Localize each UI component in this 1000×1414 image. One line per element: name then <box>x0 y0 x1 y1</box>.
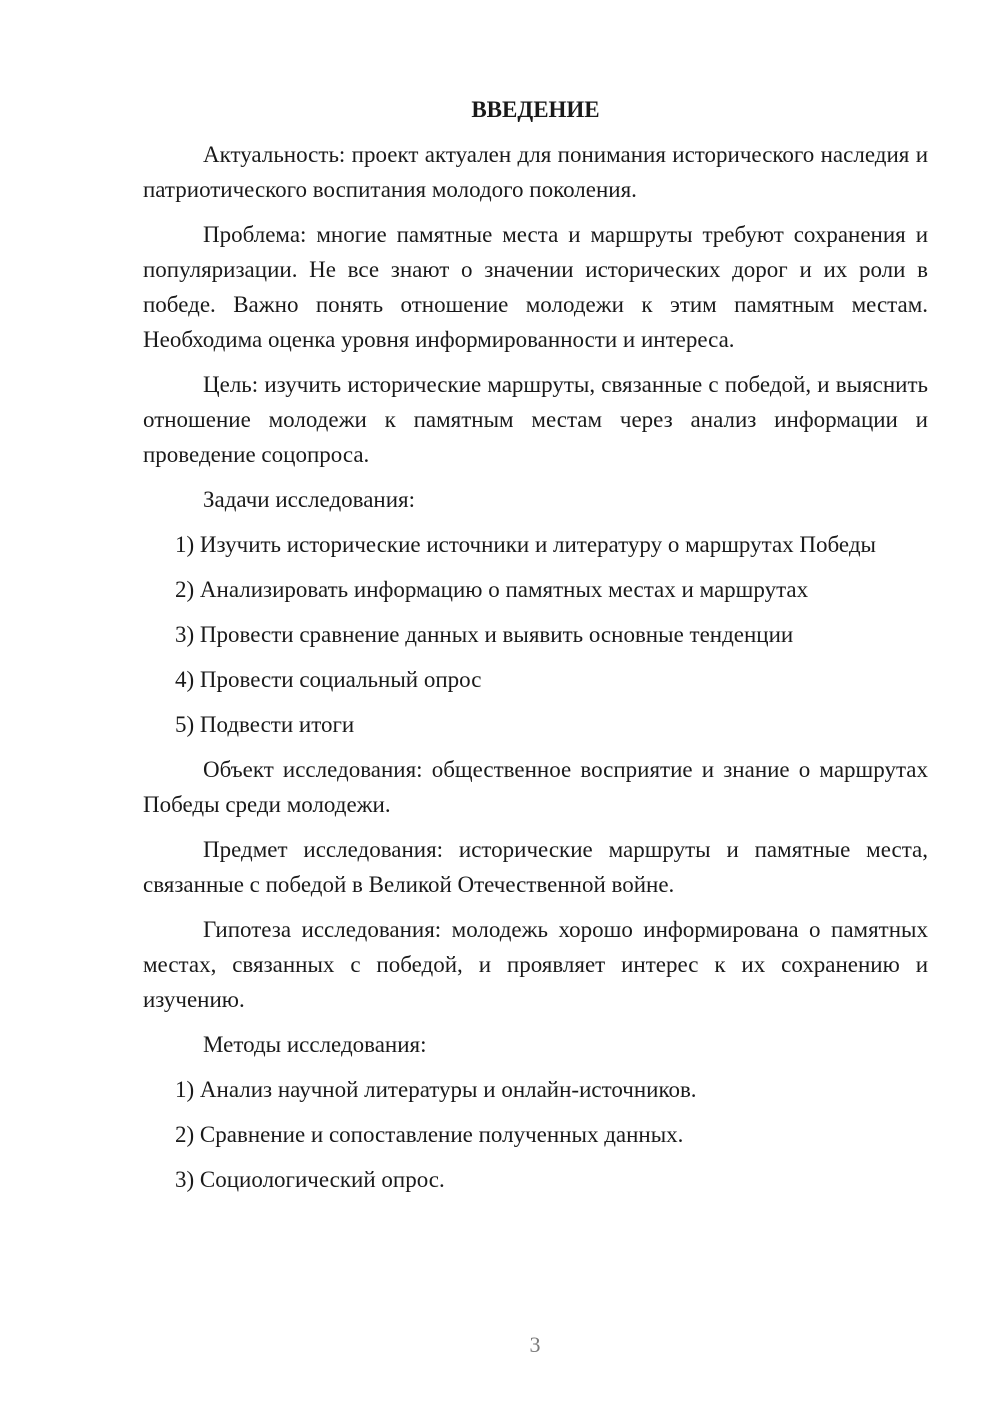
document-page <box>143 92 928 1207</box>
subject-paragraph: Предмет исследования: исторические маршруты и памятные места, связанные с победой в Великой Отечественной войне. <box>143 837 928 897</box>
page-number: 3 <box>529 1332 541 1357</box>
problem-paragraph: Проблема: многие памятные места и маршруты требуют сохранения и популяризации. Не все знают о значении исторических дорог и их роли в победе. Важно понять отношение молодежи к этим памятным местам. Необходима оценка уровня информированности и интереса. <box>143 222 928 352</box>
list-item: 1) Анализ научной литературы и онлайн-источников. <box>175 1077 697 1102</box>
tasks-list <box>143 527 928 742</box>
hypothesis-paragraph: Гипотеза исследования: молодежь хорошо информирована о памятных местах, связанных с победой, и проявляет интерес к их сохранению и изучению. <box>143 917 928 1012</box>
list-item: 3) Провести сравнение данных и выявить основные тенденции <box>175 622 794 647</box>
list-item: 5) Подвести итоги <box>175 712 355 737</box>
page-title: ВВЕДЕНИЕ <box>471 97 600 122</box>
list-item: 2) Сравнение и сопоставление полученных данных. <box>175 1122 684 1147</box>
methods-heading: Методы исследования: <box>203 1032 427 1057</box>
list-item: 2) Анализировать информацию о памятных местах и маршрутах <box>175 577 809 602</box>
methods-list <box>143 1072 928 1197</box>
list-item: 1) Изучить исторические источники и литературу о маршрутах Победы <box>175 532 876 557</box>
goal-paragraph: Цель: изучить исторические маршруты, связанные с победой, и выяснить отношение молодежи к памятным местам через анализ информации и проведение соцопроса. <box>143 372 928 467</box>
object-paragraph: Объект исследования: общественное восприятие и знание о маршрутах Победы среди молодежи. <box>143 757 928 817</box>
relevance-paragraph: Актуальность: проект актуален для понимания исторического наследия и патриотического воспитания молодого поколения. <box>143 142 928 202</box>
list-item: 3) Социологический опрос. <box>175 1167 445 1192</box>
tasks-heading: Задачи исследования: <box>203 487 416 512</box>
list-item: 4) Провести социальный опрос <box>175 667 482 692</box>
